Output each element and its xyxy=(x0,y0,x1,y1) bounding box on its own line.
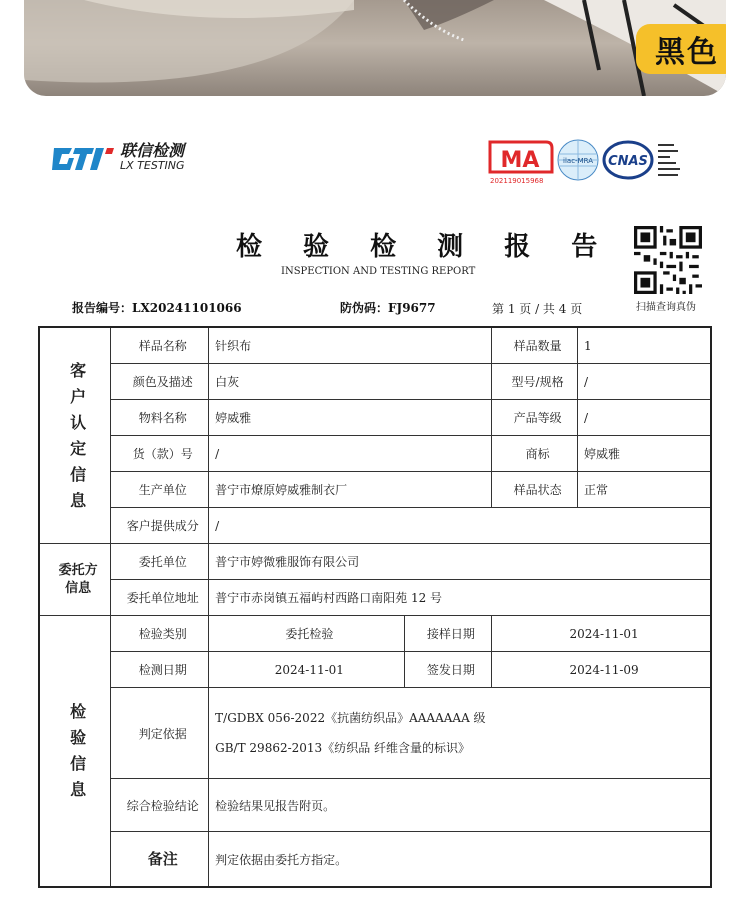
anti-fake-code: 防伪码：FJ9677 xyxy=(340,301,436,315)
table-row xyxy=(39,616,711,652)
composition-label: 客户提供成分 xyxy=(111,508,209,544)
qr-code-icon[interactable] xyxy=(634,226,702,294)
model-label: 型号/规格 xyxy=(492,364,578,400)
report-subtitle: INSPECTION AND TESTING REPORT xyxy=(281,266,476,277)
sample-name-label: 样品名称 xyxy=(111,327,209,364)
inspection-section-label: 检验信息 xyxy=(39,616,111,888)
material-value: 婷威雅 xyxy=(209,400,492,436)
product-photo xyxy=(24,0,726,96)
material-label: 物料名称 xyxy=(111,400,209,436)
test-date-value: 2024-11-01 xyxy=(209,652,404,688)
item-no-value: / xyxy=(209,436,492,472)
remark-label: 备注 xyxy=(111,832,209,888)
qr-caption: 扫描查询真伪 xyxy=(636,302,696,313)
client-unit-value: 普宁市婷微雅服饰有限公司 xyxy=(209,544,711,580)
table-row xyxy=(39,400,711,436)
ilac-mark-icon xyxy=(558,140,598,180)
composition-value: / xyxy=(209,508,711,544)
sample-name-value: 针织布 xyxy=(209,327,492,364)
client-address-label: 委托单位地址 xyxy=(111,580,209,616)
client-section-label: 委托方信息 xyxy=(39,544,111,616)
cnas-mark-icon xyxy=(604,142,652,178)
table-row xyxy=(39,688,711,779)
table-row xyxy=(39,364,711,400)
ilac-label: ilac-MRA xyxy=(563,157,593,165)
brand-value: 婷威雅 xyxy=(577,436,711,472)
report-number: 报告编号：LX20241101066 xyxy=(72,301,242,315)
issue-date-value: 2024-11-09 xyxy=(492,652,711,688)
cma-number: 202119015968 xyxy=(490,177,544,185)
grade-label: 产品等级 xyxy=(492,400,578,436)
grade-value: / xyxy=(577,400,711,436)
table-row xyxy=(39,436,711,472)
basis-value xyxy=(209,688,711,779)
basis-line-2: GB/T 29862-2013《纺织品 纤维含量的标识》 xyxy=(215,741,471,755)
logo-cn: 联信检测 xyxy=(120,141,185,160)
client-address-value: 普宁市赤岗镇五福屿村西路口南阳苑 12 号 xyxy=(209,580,711,616)
cnas-label: CNAS xyxy=(608,154,648,169)
basis-line-1: T/GDBX 056-2022《抗菌纺织品》AAAAAAA 级 xyxy=(215,711,486,725)
basis-label: 判定依据 xyxy=(111,688,209,779)
item-no-label: 货（款）号 xyxy=(111,436,209,472)
sample-qty-value: 1 xyxy=(577,327,711,364)
brand-label: 商标 xyxy=(492,436,578,472)
state-label: 样品状态 xyxy=(492,472,578,508)
lti-logo-icon xyxy=(50,144,116,172)
table-row xyxy=(39,327,711,364)
sample-qty-label: 样品数量 xyxy=(492,327,578,364)
model-value: / xyxy=(577,364,711,400)
cma-label: MA xyxy=(500,148,540,173)
page-info: 第 1 页 / 共 4 页 xyxy=(492,302,583,316)
conclusion-value: 检验结果见报告附页。 xyxy=(209,779,711,832)
inspection-type-value: 委托检验 xyxy=(209,616,404,652)
table-row xyxy=(39,580,711,616)
producer-label: 生产单位 xyxy=(111,472,209,508)
client-unit-label: 委托单位 xyxy=(111,544,209,580)
color-label: 颜色及描述 xyxy=(111,364,209,400)
logo-en: LX TESTING xyxy=(120,159,185,172)
table-row xyxy=(39,472,711,508)
cnas-small-text-icon xyxy=(658,144,680,176)
table-row xyxy=(39,779,711,832)
issue-date-label: 签发日期 xyxy=(404,652,492,688)
table-row xyxy=(39,508,711,544)
cma-mark-icon xyxy=(490,142,552,185)
certification-marks xyxy=(486,138,696,186)
receive-date-value: 2024-11-01 xyxy=(492,616,711,652)
report-table xyxy=(38,326,712,888)
test-date-label: 检测日期 xyxy=(111,652,209,688)
customer-section-label: 客户认定信息 xyxy=(39,327,111,544)
color-value: 白灰 xyxy=(209,364,492,400)
conclusion-label: 综合检验结论 xyxy=(111,779,209,832)
inspection-type-label: 检验类别 xyxy=(111,616,209,652)
color-badge: 黑色 xyxy=(636,24,726,74)
producer-value: 普宁市燎原婷威雅制衣厂 xyxy=(209,472,492,508)
remark-value: 判定依据由委托方指定。 xyxy=(209,832,711,888)
table-row xyxy=(39,544,711,580)
lx-testing-logo xyxy=(50,143,185,172)
state-value: 正常 xyxy=(577,472,711,508)
receive-date-label: 接样日期 xyxy=(404,616,492,652)
report-title: 检 验 检 测 报 告 xyxy=(236,232,614,262)
table-row xyxy=(39,652,711,688)
table-row xyxy=(39,832,711,888)
